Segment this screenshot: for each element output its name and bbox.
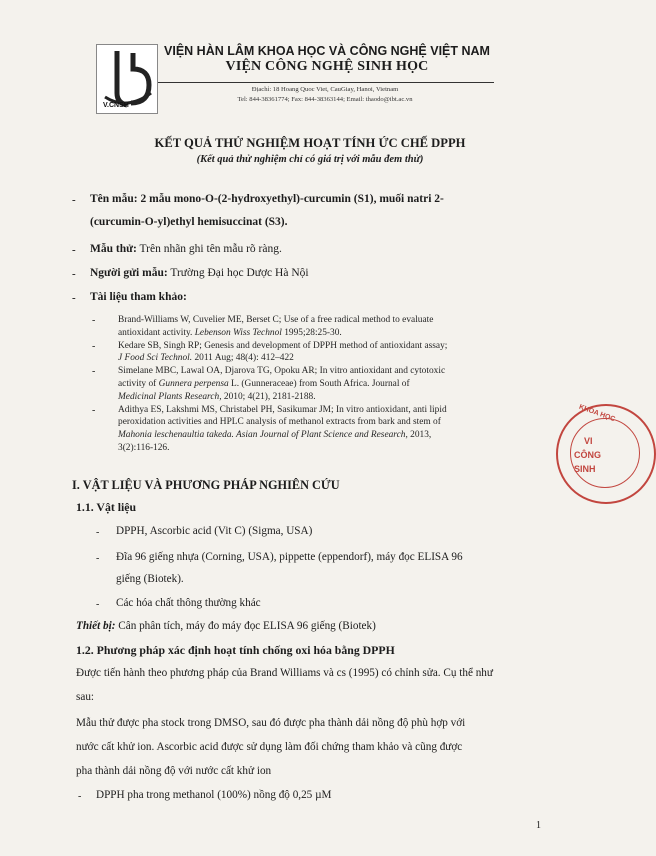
method-paragraph-line: Mẫu thử được pha stock trong DMSO, sau đó được pha thành dải nồng độ phù hợp với xyxy=(76,717,466,729)
stamp-line: VI xyxy=(584,436,593,446)
bullet-dash: - xyxy=(96,553,100,564)
bullet-dash: - xyxy=(92,366,96,378)
reference-line xyxy=(118,352,294,365)
stamp-top-text: KHOA HỌC xyxy=(577,403,616,424)
institute-logo xyxy=(96,44,158,114)
bullet-dash: - xyxy=(72,268,76,280)
reference-journal: Gunnera perpensa xyxy=(158,379,229,389)
reference-line xyxy=(118,429,431,442)
reference-text: Adithya ES, Lakshmi MS, Christabel PH, Sasikumar JM; In vitro antioxidant, anti lipid xyxy=(118,404,447,415)
reference-text: Kedare SB, Singh RP; Genesis and development of DPPH method of antioxidant assay; xyxy=(118,340,448,351)
reference-journal: J Food Sci Technol. xyxy=(118,353,193,364)
reference-text: 3(2):116-126. xyxy=(118,442,170,453)
bullet-dash: - xyxy=(72,292,76,304)
institute-contact: Tel: 844-38361774; Fax: 844-38363144; Email: thaodo@ibt.ac.vn xyxy=(237,96,413,103)
institute-address: Địachỉ: 18 Hoang Quoc Viet, CauGiay, Hanoi, Vietnam xyxy=(251,86,399,93)
equipment-label: Thiết bị: xyxy=(76,620,116,632)
bullet-dash: - xyxy=(96,599,100,610)
equipment-line xyxy=(76,620,376,632)
method-paragraph-line: Được tiến hành theo phương pháp của Brand Williams và cs (1995) có chỉnh sửa. Cụ thể như xyxy=(76,667,493,679)
sample-name-line1 xyxy=(90,193,444,205)
reference-line xyxy=(118,442,169,455)
reference-text: Simelane MBC, Lawal OA, Djarova TG, Opoku AR; In vitro antioxidant and cytotoxic xyxy=(118,366,446,377)
header-divider xyxy=(158,82,494,83)
reference-text: peroxidation activities and HPLC analysis of methanol extracts from bark and stem of xyxy=(118,417,441,428)
sample-name-value: 2 mẫu mono-O-(2-hydroxyethyl)-curcumin (S1), muối natri 2- xyxy=(140,193,444,205)
stamp-line: SINH xyxy=(574,464,596,474)
reference-text: 2011 Aug; 48(4): 412–422 xyxy=(192,353,294,364)
reference-line xyxy=(118,314,433,327)
method-paragraph-line: pha thành dải nồng độ với nước cất khử ion xyxy=(76,765,272,777)
reference-text: Brand-Williams W, Cuvelier ME, Berset C; Use of a free radical method to evaluate xyxy=(118,315,434,325)
sample-name-line2: (curcumin-O-yl)ethyl hemisuccinat (S3). xyxy=(90,216,288,228)
bullet-dash: - xyxy=(92,404,96,416)
stamp-line: CÔNG xyxy=(574,450,601,460)
sender-label: Người gửi mẫu: xyxy=(90,267,168,279)
reference-text: antioxidant activity. xyxy=(118,327,195,338)
bullet-dash: - xyxy=(92,315,96,326)
reference-text: activity of xyxy=(118,379,159,389)
institute-stamp xyxy=(556,404,656,504)
test-sample-line xyxy=(90,243,282,255)
bullet-dash: - xyxy=(78,791,82,802)
document-subtitle: (Kết quả thử nghiệm chỉ có giá trị với mẫu đem thử) xyxy=(196,154,424,165)
reference-line xyxy=(118,327,342,340)
academy-name: VIỆN HÀN LÂM KHOA HỌC VÀ CÔNG NGHỆ VIỆT NAM xyxy=(164,44,490,58)
test-sample-value: Trên nhãn ghi tên mẫu rõ ràng. xyxy=(139,243,282,255)
subsection-materials: 1.1. Vật liệu xyxy=(76,500,137,514)
reference-text: 1995;28:25-30. xyxy=(281,327,342,338)
reference-journal: Medicinal Plants Research, xyxy=(118,391,222,402)
page-number: 1 xyxy=(536,820,541,831)
reference-line xyxy=(118,340,447,353)
equipment-value: Cân phân tích, máy đo máy đọc ELISA 96 giếng (Biotek) xyxy=(118,620,376,632)
reference-line xyxy=(118,378,410,391)
institute-name: VIỆN CÔNG NGHỆ SINH HỌC xyxy=(225,59,429,74)
reference-journal: Lebenson Wiss Technol xyxy=(194,327,282,338)
material-item-cont: giếng (Biotek). xyxy=(116,573,184,585)
document-title: KẾT QUẢ THỬ NGHIỆM HOẠT TÍNH ỨC CHẾ DPPH xyxy=(154,136,466,150)
section-heading: I. VẬT LIỆU VÀ PHƯƠNG PHÁP NGHIÊN CỨU xyxy=(72,478,340,492)
material-item: DPPH, Ascorbic acid (Vit C) (Sigma, USA) xyxy=(116,525,313,537)
reference-line xyxy=(118,416,441,429)
bullet-dash: - xyxy=(72,244,76,256)
reference-text: 2013, xyxy=(407,429,432,440)
reference-text: 2010; 4(21), 2181-2188. xyxy=(221,391,316,402)
test-sample-label: Mẫu thử: xyxy=(90,243,137,255)
sample-name-label: Tên mẫu: xyxy=(90,193,138,205)
reference-line xyxy=(118,404,447,417)
subsection-method: 1.2. Phương pháp xác định hoạt tính chống oxi hóa bằng DPPH xyxy=(76,643,395,657)
reference-text: L. (Gunneraceae) from South Africa. Journal of xyxy=(228,379,410,389)
reference-line xyxy=(118,365,445,378)
bullet-dash: - xyxy=(92,340,96,352)
sender-line xyxy=(90,267,309,279)
references-label: Tài liệu tham khảo: xyxy=(90,291,187,303)
reference-journal: Mahonia leschenaultia takeda. Asian Journal of Plant Science and Research, xyxy=(118,429,408,440)
method-paragraph-line: nước cất khử ion. Ascorbic acid được sử dụng làm đối chứng tham khảo và cũng được xyxy=(76,741,463,753)
method-paragraph-line: sau: xyxy=(76,691,95,703)
sender-value: Trường Đại học Dược Hà Nội xyxy=(170,267,309,279)
material-item: Các hóa chất thông thường khác xyxy=(116,597,261,609)
reference-line xyxy=(118,391,316,404)
logo-text: V.CNSH xyxy=(103,102,129,109)
bullet-dash: - xyxy=(96,527,100,538)
bullet-dash: - xyxy=(72,194,76,206)
dpph-item: DPPH pha trong methanol (100%) nồng độ 0,25 µM xyxy=(96,789,332,801)
material-item: Đĩa 96 giếng nhựa (Corning, USA), pippette (eppendorf), máy đọc ELISA 96 xyxy=(116,551,463,563)
